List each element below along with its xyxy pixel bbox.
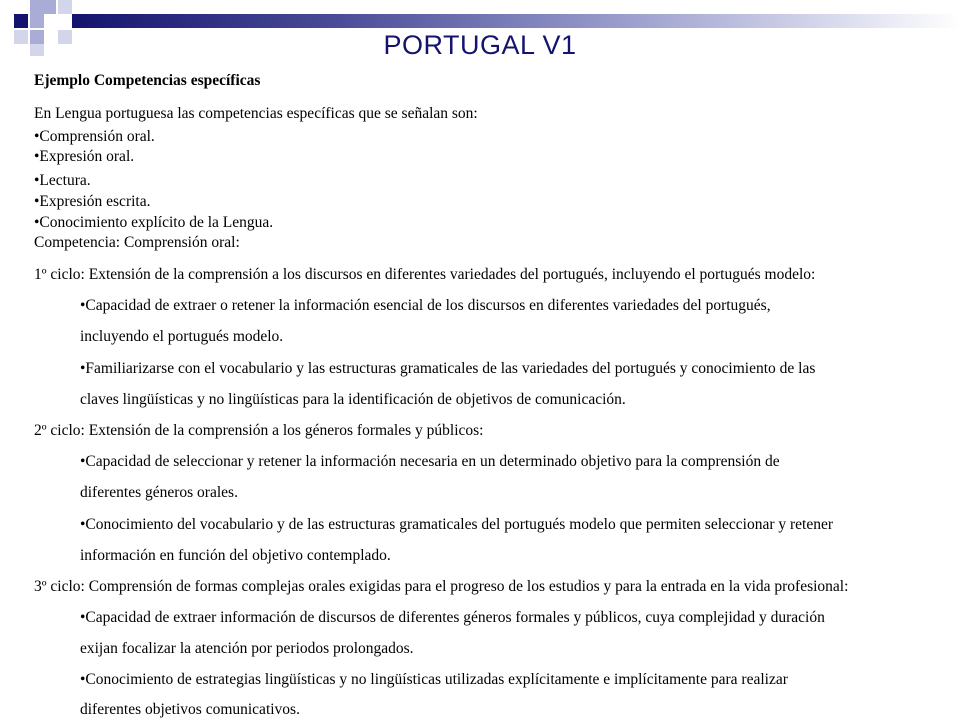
cycle-item-line: diferentes objetivos comunicativos. [80, 701, 300, 718]
intro-text: En Lengua portuguesa las competencias específicas que se señalan son: [34, 105, 478, 122]
competencia-label: Competencia: Comprensión oral: [34, 234, 240, 251]
competency-item: •Lectura. [34, 172, 91, 189]
slide-title: PORTUGAL V1 [383, 30, 577, 60]
section-heading: Ejemplo Competencias específicas [34, 72, 261, 89]
cycle-item-line: información en función del objetivo contemplado. [80, 547, 391, 564]
cycle-item-line: •Capacidad de extraer o retener la información esencial de los discursos en diferentes variedades del portugués, [80, 297, 771, 314]
cycle-item-line: exijan focalizar la atención por periodos prolongados. [80, 640, 414, 657]
competency-item: •Expresión oral. [34, 148, 135, 165]
cycle-item-line: •Familiarizarse con el vocabulario y las estructuras gramaticales de las variedades del portugués y conocimiento de las [80, 360, 816, 377]
cycle-item-line: diferentes géneros orales. [80, 484, 238, 501]
cycle-item-line: •Capacidad de seleccionar y retener la información necesaria en un determinado objetivo para la comprensión de [80, 453, 780, 470]
competency-item: •Comprensión oral. [34, 128, 155, 145]
corner-square-lavender-2 [44, 0, 56, 14]
cycle-heading: 1º ciclo: Extensión de la comprensión a los discursos en diferentes variedades del portugués, incluyendo el portugués modelo: [34, 266, 816, 283]
cycle-heading: 2º ciclo: Extensión de la comprensión a los géneros formales y públicos: [34, 422, 484, 439]
cycle-item-line: claves lingüísticas y no lingüísticas para la identificación de objetivos de comunicación. [80, 391, 626, 408]
corner-square-pale [58, 0, 72, 14]
corner-square-navy [14, 14, 28, 28]
cycle-item-line: •Capacidad de extraer información de discursos de diferentes géneros formales y públicos, cuya complejidad y duración [80, 609, 825, 626]
cycle-item-line: •Conocimiento del vocabulario y de las estructuras gramaticales del portugués modelo que permiten seleccionar y retener [80, 516, 834, 533]
cycle-item-line: •Conocimiento de estrategias lingüísticas y no lingüísticas utilizadas explícitamente e implícitamente para realizar [80, 671, 788, 688]
competency-item: •Conocimiento explícito de la Lengua. [34, 214, 274, 231]
cycle-item-line: incluyendo el portugués modelo. [80, 328, 284, 345]
cycle-heading: 3º ciclo: Comprensión de formas complejas orales exigidas para el progreso de los estudios y para la entrada en la vida profesional: [34, 578, 849, 595]
corner-square-lavender [30, 0, 44, 14]
corner-square-lavender-3 [30, 14, 44, 28]
competency-item: •Expresión escrita. [34, 193, 151, 210]
header-gradient-bar [72, 14, 960, 28]
